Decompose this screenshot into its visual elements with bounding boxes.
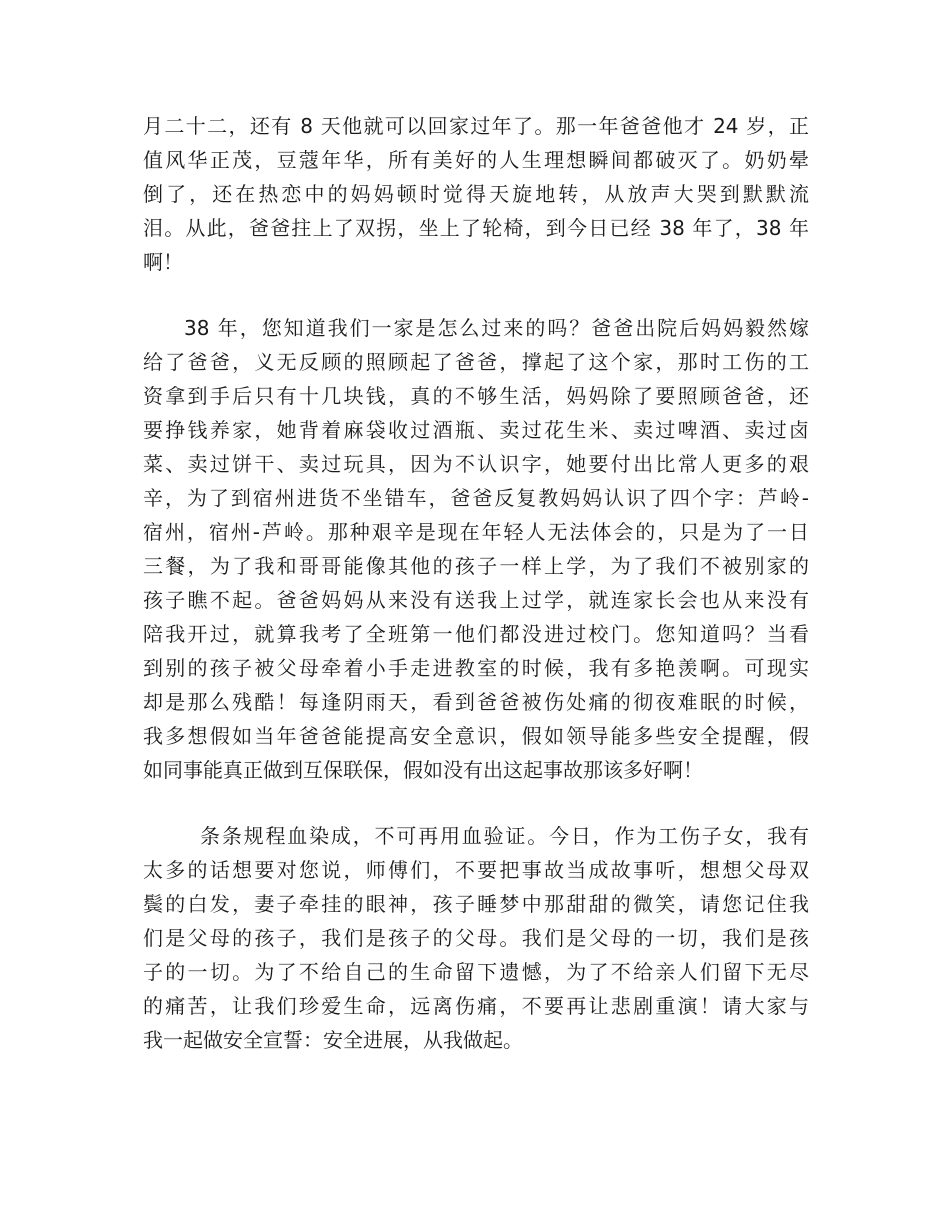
text-line: 孩子瞧不起。爸爸妈妈从来没有送我上过学，就连家长会也从来没有 xyxy=(143,588,809,612)
text-line: 辛，为了到宿州进货不坐错车，爸爸反复教妈妈认识了四个字：芦岭- xyxy=(143,486,809,510)
text-line: 我多想假如当年爸爸能提高安全意识，假如领导能多些安全提醒，假 xyxy=(143,724,809,748)
text-line: 给了爸爸，义无反顾的照顾起了爸爸，撑起了这个家，那时工伤的工 xyxy=(143,350,809,374)
text-line: 倒了，还在热恋中的妈妈顿时觉得天旋地转，从放声大哭到默默流 xyxy=(143,182,809,206)
text-line: 太多的话想要对您说，师傅们，不要把事故当成故事听，想想父母双 xyxy=(143,858,809,882)
text-line: 宿州，宿州-芦岭。那种艰辛是现在年轻人无法体会的，只是为了一日 xyxy=(143,520,809,544)
text-line: 38 年，您知道我们一家是怎么过来的吗？爸爸出院后妈妈毅然嫁 xyxy=(184,316,809,340)
text-line: 陪我开过，就算我考了全班第一他们都没进过校门。您知道吗？当看 xyxy=(143,622,809,646)
text-line: 子的一切。为了不给自己的生命留下遗憾，为了不给亲人们留下无尽 xyxy=(143,960,809,984)
text-line: 我一起做安全宣誓：安全进展，从我做起。 xyxy=(143,1028,523,1052)
text-line: 们是父母的孩子，我们是孩子的父母。我们是父母的一切，我们是孩 xyxy=(143,926,809,950)
text-line: 到别的孩子被父母牵着小手走进教室的时候，我有多艳羡啊。可现实 xyxy=(143,656,809,680)
text-line: 如同事能真正做到互保联保，假如没有出这起事故那该多好啊！ xyxy=(143,758,703,782)
text-line: 三餐，为了我和哥哥能像其他的孩子一样上学，为了我们不被别家的 xyxy=(143,554,809,578)
text-line: 啊！ xyxy=(143,250,183,274)
text-line: 泪。从此，爸爸拄上了双拐，坐上了轮椅，到今日已经 38 年了，38 年 xyxy=(143,216,809,240)
text-line: 条条规程血染成，不可再用血验证。今日，作为工伤子女，我有 xyxy=(200,824,809,848)
text-line: 却是那么残酷！每逢阴雨天，看到爸爸被伤处痛的彻夜难眠的时候， xyxy=(143,690,809,714)
text-line: 鬓的白发，妻子牵挂的眼神，孩子睡梦中那甜甜的微笑，请您记住我 xyxy=(143,892,809,916)
text-line: 值风华正茂，豆蔻年华，所有美好的人生理想瞬间都破灭了。奶奶晕 xyxy=(143,148,809,172)
text-line: 的痛苦，让我们珍爱生命，远离伤痛，不要再让悲剧重演！请大家与 xyxy=(143,994,809,1018)
text-line: 资拿到手后只有十几块钱，真的不够生活，妈妈除了要照顾爸爸，还 xyxy=(143,384,809,408)
text-line: 要挣钱养家，她背着麻袋收过酒瓶、卖过花生米、卖过啤酒、卖过卤 xyxy=(143,418,809,442)
text-line: 菜、卖过饼干、卖过玩具，因为不认识字，她要付出比常人更多的艰 xyxy=(143,452,809,476)
text-line: 月二十二，还有 8 天他就可以回家过年了。那一年爸爸他才 24 岁，正 xyxy=(143,114,809,138)
